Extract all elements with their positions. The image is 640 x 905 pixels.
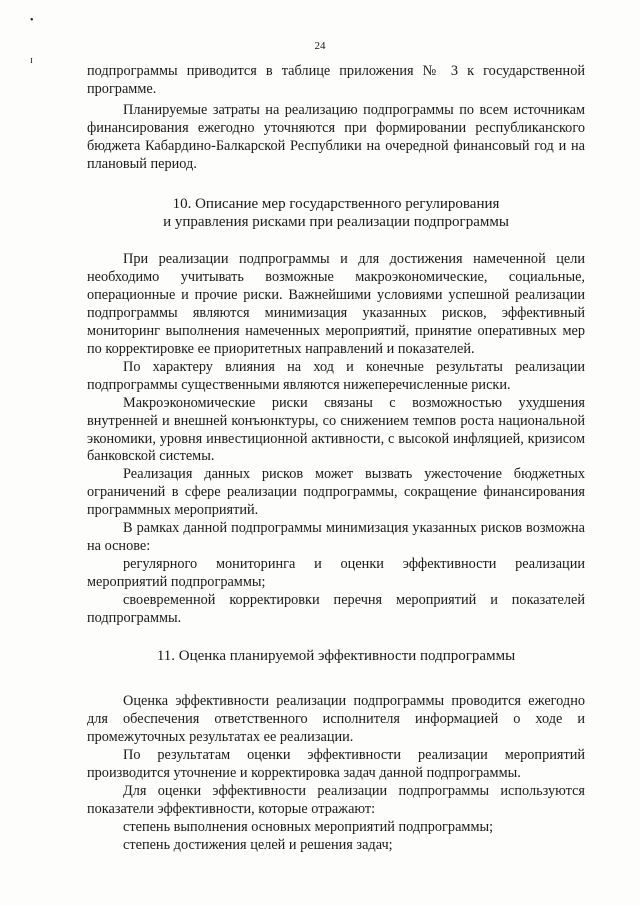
page-body bbox=[87, 63, 585, 855]
paragraph: В рамках данной подпрограммы минимизация указанных рисков возможна на основе: bbox=[87, 520, 585, 554]
paragraph: подпрограммы приводится в таблице приложения № 3 к государственной программе. bbox=[87, 63, 585, 97]
paragraph: По результатам оценки эффективности реализации мероприятий производится уточнение и корректировка задач данной подпрограммы. bbox=[87, 747, 585, 782]
paragraph: Оценка эффективности реализации подпрограммы проводится ежегодно для обеспечения ответственного исполнителя информацией о ходе и промежуточных результатах ее реализации. bbox=[87, 693, 585, 746]
list-item: своевременной корректировки перечня мероприятий и показателей подпрограммы. bbox=[87, 591, 585, 626]
list-item: степень достижения целей и решения задач; bbox=[123, 836, 393, 853]
section-10-heading bbox=[87, 195, 585, 231]
paragraph: Макроэкономические риски связаны с возможностью ухудшения внутренней и внешней конъюнктуры, со снижением темпов роста национальной экономики, уровня инвестиционной активности, с высокой инфляцией, кризисом банковской системы. bbox=[87, 394, 585, 465]
section-10-heading-line2: и управления рисками при реализации подпрограммы bbox=[163, 214, 509, 231]
paragraph: При реализации подпрограммы и для достижения намеченной цели необходимо учитывать возможные макроэкономические, социальные, операционные и прочие риски. Важнейшими условиями успешной реализации подпрограммы являются минимизация указанных рисков, эффективный мониторинг выполнения намеченных мероприятий, принятие оперативных мер по корректировке ее приоритетных направлений и показателей. bbox=[87, 251, 585, 357]
paragraph: По характеру влияния на ход и конечные результаты реализации подпрограммы существенными являются нижеперечисленные риски. bbox=[87, 358, 585, 393]
list-item: степень выполнения основных мероприятий подпрограммы; bbox=[123, 818, 494, 835]
page-number: 24 bbox=[314, 40, 326, 52]
section-10-heading-line1: 10. Описание мер государственного регулирования bbox=[172, 196, 500, 213]
list-item: регулярного мониторинга и оценки эффективности реализации мероприятий подпрограммы; bbox=[87, 555, 585, 590]
paragraph: Планируемые затраты на реализацию подпрограммы по всем источникам финансирования ежегодно уточняются при формировании республиканского бюджета Кабардино-Балкарской Республики на очередной финансовый год и на плановый период. bbox=[87, 101, 585, 172]
margin-dot-mark: • bbox=[30, 15, 34, 26]
section-11-heading: 11. Оценка планируемой эффективности подпрограммы bbox=[156, 648, 516, 665]
paragraph: Для оценки эффективности реализации подпрограммы используются показатели эффективности, которые отражают: bbox=[87, 783, 585, 817]
paragraph: Реализация данных рисков может вызвать ужесточение бюджетных ограничений в сфере реализации подпрограммы, сокращение финансирования программных мероприятий. bbox=[87, 466, 585, 519]
margin-tick-mark: ɪ bbox=[30, 55, 33, 66]
